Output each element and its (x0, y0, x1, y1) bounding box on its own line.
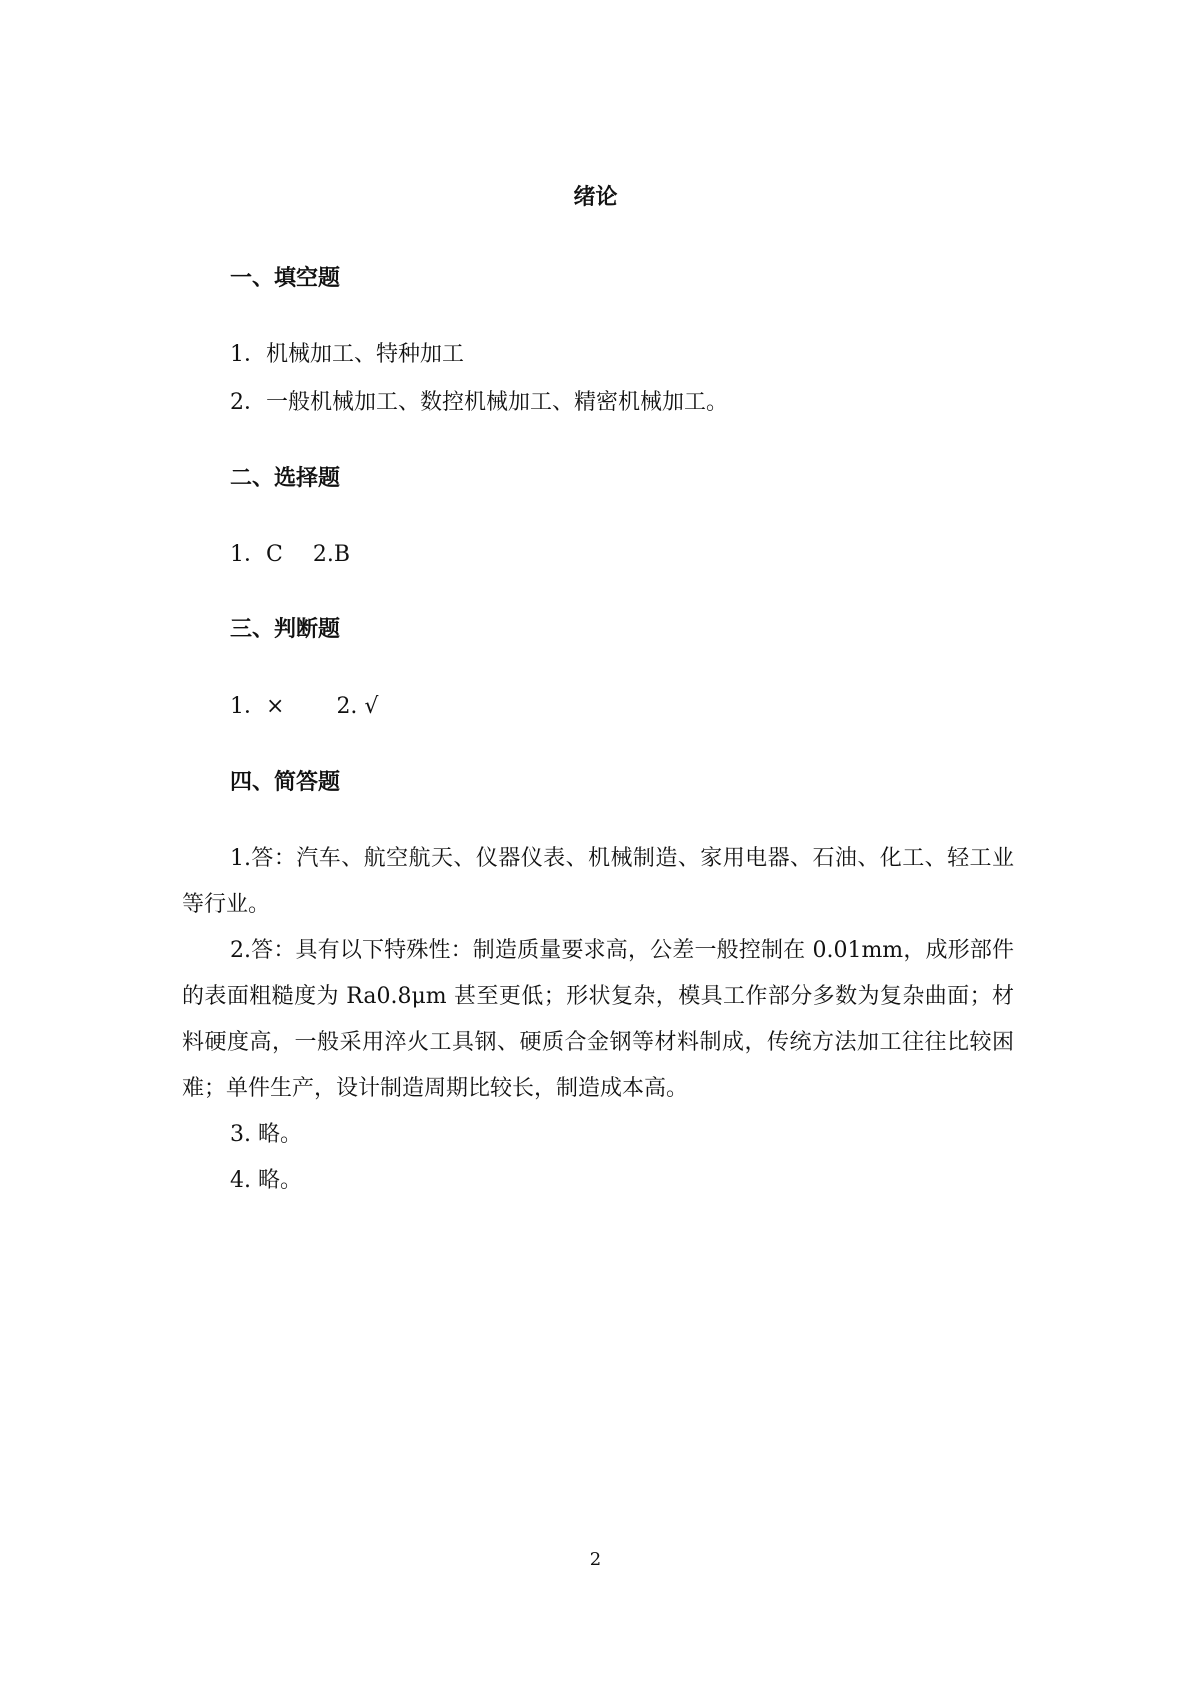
section-heading-multiple-choice: 二、选择题 (230, 465, 341, 491)
document-title: 绪论 (573, 184, 618, 210)
choice-answer-1: 1．C (230, 542, 283, 567)
true-false-answers (230, 692, 378, 722)
choice-answers (230, 540, 350, 570)
short-answer-1: 1.答：汽车、航空航天、仪器仪表、机械制造、家用电器、石油、化工、轻工业等行业。 (182, 846, 1014, 917)
short-answer-2: 2.答：具有以下特殊性：制造质量要求高，公差一般控制在 0.01mm，成形部件的表面粗糙度为 Ra0.8μm 甚至更低；形状复杂，模具工作部分多数为复杂曲面；材料硬度高，一般采用淬火工具钢、硬质合金钢等材料制成，传统方法加工往往比较困难；单件生产，设计制造周期比较长，制造成本高。 (182, 938, 1014, 1101)
section-heading-true-false: 三、判断题 (230, 616, 341, 642)
section-heading-fill-in-blank: 一、填空题 (230, 265, 341, 291)
true-false-answer-1: 1．× (230, 694, 285, 719)
page-number: 2 (589, 1549, 602, 1570)
choice-answer-2: 2.B (312, 542, 351, 567)
section-heading-short-answer: 四、简答题 (230, 769, 341, 795)
short-answer-3: 3. 略。 (230, 1122, 302, 1147)
short-answer-4: 4. 略。 (230, 1168, 302, 1193)
fill-in-answer-1: 1．机械加工、特种加工 (230, 342, 464, 367)
fill-in-answer-2: 2．一般机械加工、数控机械加工、精密机械加工。 (230, 390, 728, 415)
true-false-answer-2: 2. √ (336, 694, 379, 719)
